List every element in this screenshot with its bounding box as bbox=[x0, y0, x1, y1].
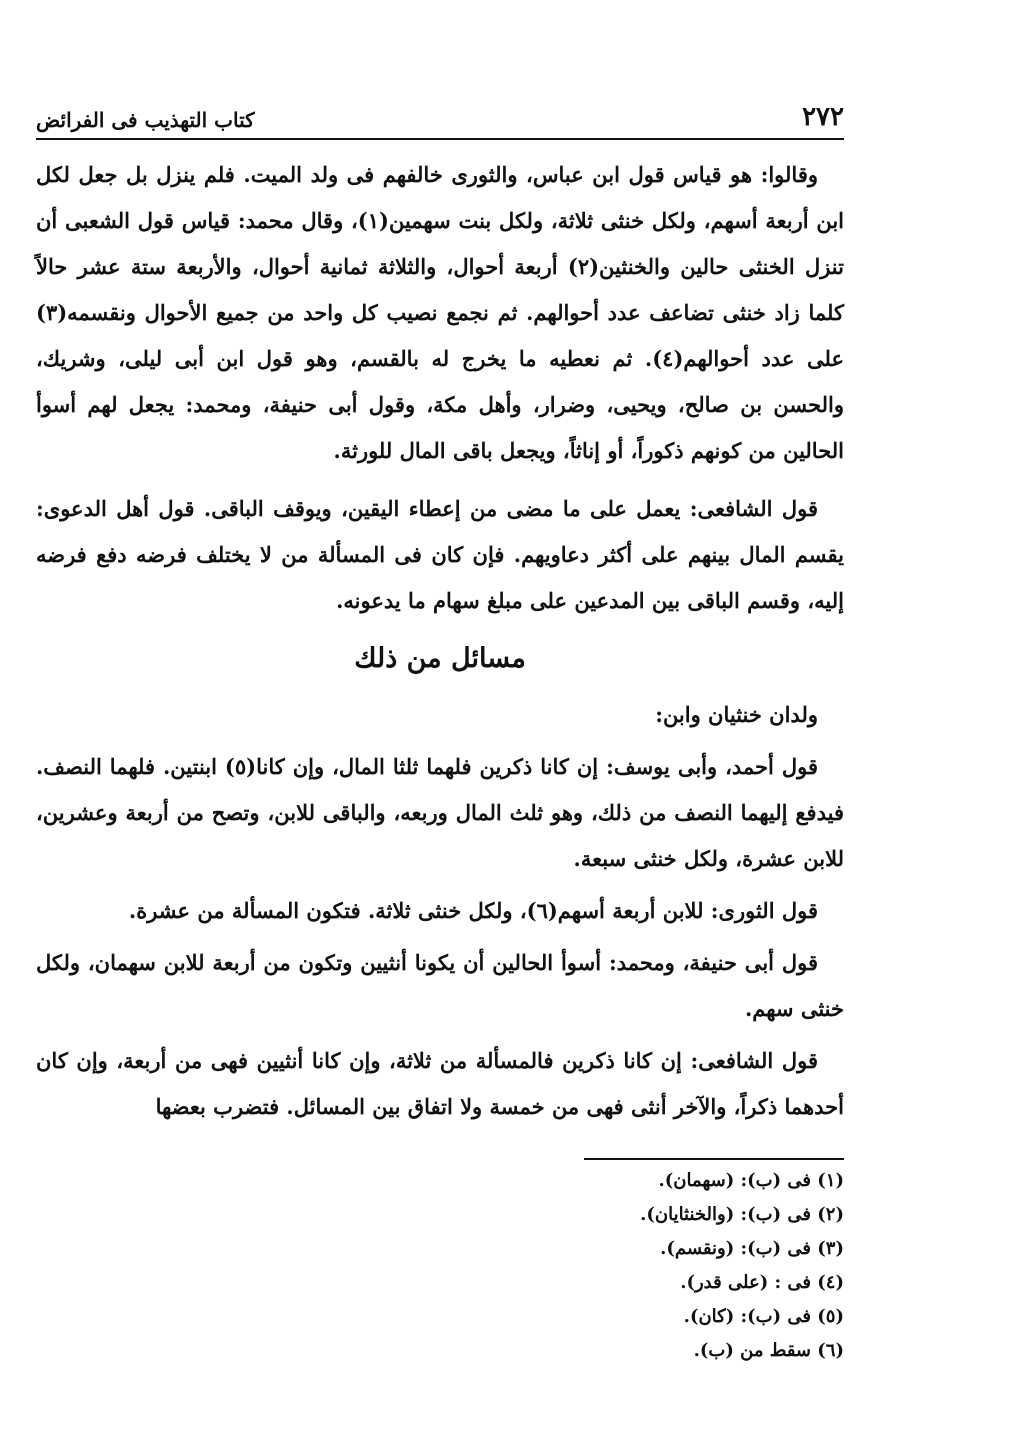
main-text bbox=[36, 152, 844, 1136]
section-heading: مسائل من ذلك bbox=[354, 643, 526, 674]
footnote: (٢) فى (ب): (والخنثايان). bbox=[640, 1204, 844, 1225]
section-paragraph: ولدان خنثيان وابن: bbox=[655, 702, 818, 727]
page-number: ٢٧٢ bbox=[802, 102, 844, 132]
section-paragraph: قول أبى حنيفة، ومحمد: أسوأ الحالين أن يكونا أنثيين وتكون من أربعة للابن سهمان، ولكل خنثى سهم. bbox=[36, 950, 844, 1021]
footnotes bbox=[584, 1158, 844, 1368]
footnote: (٦) سقط من (ب). bbox=[693, 1340, 844, 1361]
footnote: (٤) فى : (على قدر). bbox=[680, 1272, 844, 1293]
footnote: (٥) فى (ب): (كان). bbox=[683, 1306, 844, 1327]
section-paragraph: قول الشافعى: إن كانا ذكرين فالمسألة من ثلاثة، وإن كانا أنثيين فهى من أربعة، وإن كان أحدهما ذكراً، والآخر أنثى فهى من خمسة ولا اتفاق بين المسائل. فتضرب بعضها bbox=[36, 1048, 844, 1119]
section-paragraph: قول أحمد، وأبى يوسف: إن كانا ذكرين فلهما ثلثا المال، وإن كانا(٥) ابنتين. فلهما النصف. فيدفع إليهما النصف من ذلك، وهو ثلث المال وربعه، والباقى للابن، وتصح من أربعة وعشرين، للابن عشرة، ولكل خنثى سبعة. bbox=[36, 754, 844, 871]
footnote: (٣) فى (ب): (ونقسم). bbox=[660, 1238, 844, 1259]
page-header bbox=[36, 92, 844, 140]
running-title: كتاب التهذيب فى الفرائض bbox=[36, 108, 255, 132]
paragraph: وقالوا: هو قياس قول ابن عباس، والثورى خالفهم فى ولد الميت. فلم ينزل بل جعل لكل ابن أربعة أسهم، ولكل خنثى ثلاثة، ولكل بنت سهمين(١)، وقال محمد: قياس قول الشعبى أن تنزل الخنثى حالين والخنثين(٢) أربعة أحوال، والثلاثة ثمانية أحوال، والأربعة ستة عشر حالاً كلما زاد خنثى تضاعف عدد أحوالهم. ثم نجمع نصيب كل واحد من جميع الأحوال ونقسمه(٣) على عدد أحوالهم(٤). ثم نعطيه ما يخرج له بالقسم، وهو قول ابن أبى ليلى، وشريك، والحسن بن صالح، ويحيى، وضرار، وأهل مكة، وقول أبى حنيفة، ومحمد: يجعل لهم أسوأ الحالين من كونهم ذكوراً، أو إناثاً، ويجعل باقى المال للورثة. bbox=[36, 162, 845, 463]
section-paragraph: قول الثورى: للابن أربعة أسهم(٦)، ولكل خنثى ثلاثة. فتكون المسألة من عشرة. bbox=[128, 898, 818, 923]
footnote: (١) فى (ب): (سهمان). bbox=[658, 1170, 844, 1191]
paragraph: قول الشافعى: يعمل على ما مضى من إعطاء اليقين، ويوقف الباقى. قول أهل الدعوى: يقسم المال بينهم على أكثر دعاويهم. فإن كان فى المسألة من لا يختلف فرضه دفع فرضه إليه، وقسم الباقى بين المدعين على مبلغ سهام ما يدعونه. bbox=[36, 496, 844, 613]
